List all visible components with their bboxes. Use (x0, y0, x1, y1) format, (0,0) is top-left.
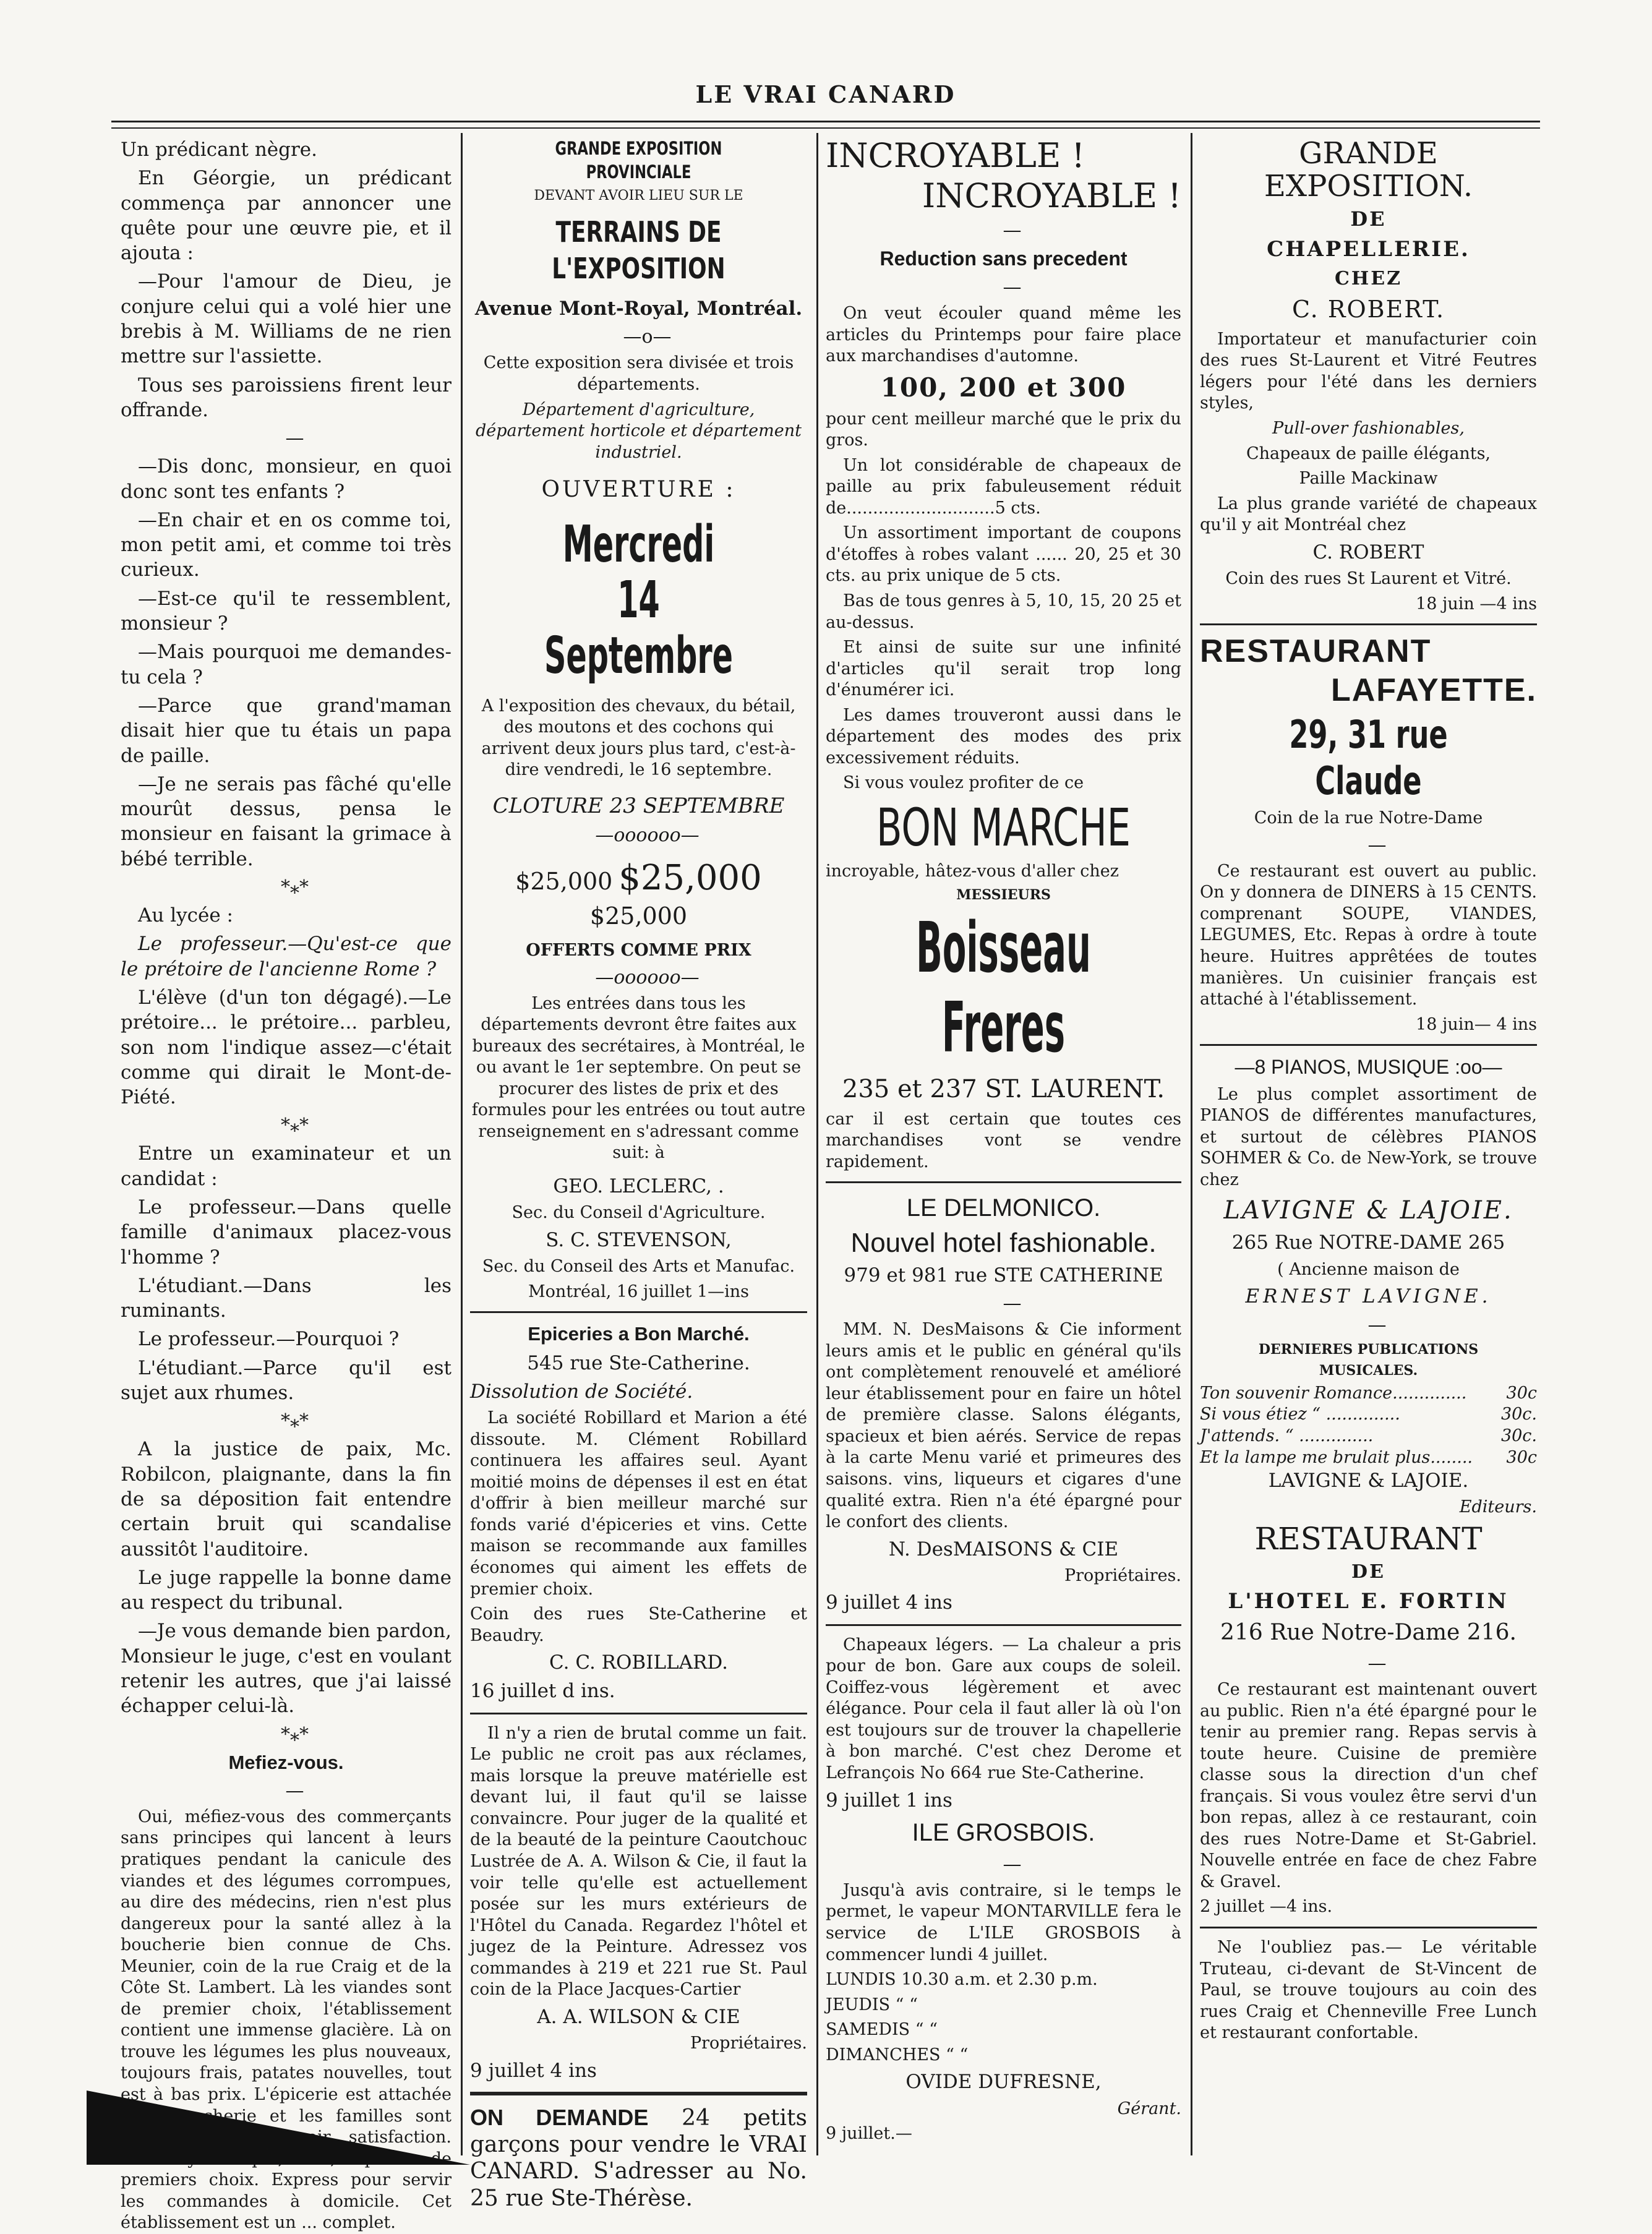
ad-heading: GRANDE EXPOSITION PROVINCIALE (555, 138, 722, 182)
paragraph: En Géorgie, un prédicant commença par annoncer une quête pour une œuvre pie, et il ajouta : (121, 167, 452, 265)
paragraph: Le juge rappelle la bonne dame au respect du tribunal. (121, 1566, 452, 1614)
signature: GEO. LECLERC, . (553, 1175, 724, 1197)
top-rule-thin (111, 127, 1540, 129)
paragraph: Coin des rues Ste-Catherine et Beaudry. (470, 1604, 807, 1645)
ad-heading: CHAPELLERIE. (1267, 237, 1470, 262)
ad-subheading: Reduction sans precedent (879, 247, 1128, 270)
prize-small: $25,000 (589, 902, 688, 930)
ad-address: 979 et 981 rue STE CATHERINE (844, 1264, 1163, 1286)
column-divider-1 (461, 133, 463, 2155)
dash-separator: — (1367, 1314, 1387, 1336)
ad-address: 29, 31 rue Claude (1289, 712, 1448, 803)
list-item: J'attends. “ .............. 30c. (1200, 1426, 1537, 1446)
ad-heading: LAFAYETTE. (1330, 672, 1537, 709)
top-rule (111, 121, 1540, 122)
paragraph: incroyable, hâtez-vous d'aller chez (826, 862, 1119, 881)
ad-separator (470, 2092, 807, 2095)
paragraph: Ce restaurant est ouvert au public. On y donnera de DINERS à 15 CENTS. comprenant SOUPE, VIANDES, LEGUMES, Etc. Repas à ordre à toute heure. Huitres apprêtées de toutes manières. Un cuisinier français est attaché à l'établissement. (1200, 861, 1537, 1009)
date-line: 16 juillet d ins. (470, 1680, 615, 1703)
date-line: 9 juillet 4 ins (470, 2059, 597, 2082)
paragraph: La plus grande variété de chapeaux qu'il y ait Montréal chez (1200, 494, 1537, 535)
ad-date: Mercredi 14 Septembre (544, 515, 734, 686)
paragraph: La société Robillard et Marion a été dissoute. M. Clément Robillard continuera les affaires seul. Ayant moitié moins de dépenses il est en état d'offrir à bien meilleur marché sur fonds varié d'épiceries et vins. Cette maison se recommande aux familles économes qui aiment les effets de premier choix. (470, 1408, 807, 1599)
schedule-row: SAMEDIS “ “ (826, 2020, 938, 2040)
song-list (1200, 1383, 1537, 1468)
ad-heading: Epiceries a Bon Marché. (528, 1323, 750, 1345)
column-chapellerie (1200, 137, 1537, 2154)
ad-address: 216 Rue Notre-Dame 216. (1220, 1620, 1517, 1646)
signature: OVIDE DUFRESNE, (905, 2071, 1102, 2094)
paragraph: Un lot considérable de chapeaux de paille au prix fabuleusement réduit de............................5 cts. (826, 455, 1181, 518)
paragraph: Oui, méfiez-vous des commerçants sans principes qui lancent à leurs pratiques pendant la canicule des viandes et des légumes corrompues, au dire des médecins, rien n'est plus dangereux pour la santé allez à la boucherie bien connue de Chs. Meunier, coin de la rue Craig et de la Côte St. Lambert. Là les viandes sont de premier choix, l'établissement contient une immense glacière. Là on trouve les légumes les plus nouveaux, toujours frais, patates nouvelles, tout est à bas prix. L'épicerie est attachée à la boucherie et les familles sont toujours sûres d'avoir satisfaction. Rien n'y manque, vins, liqueurs de premiers choix. Express pour servir les commandes à domicile. Cet établissement est un ... complet. (121, 1807, 452, 2233)
paragraph: —Dis donc, monsieur, en quoi donc sont tes enfants ? (121, 455, 452, 503)
ad-subheading: DERNIERES PUBLICATIONS (1258, 1341, 1479, 1358)
list-item: Si vous étiez “ .............. 30c. (1200, 1405, 1537, 1424)
ad-address: Coin des rues St Laurent et Vitré. (1225, 568, 1512, 588)
dash-separator: — (1003, 1853, 1022, 1875)
schedule-row: LUNDIS 10.30 a.m. et 2.30 p.m. (826, 1970, 1098, 1990)
list-item: Ton souvenir Romance.............. 30c (1200, 1383, 1537, 1403)
prize-small: $25,000 (515, 867, 613, 895)
column-incroyable (826, 137, 1181, 2154)
paragraph: MM. N. DesMaisons & Cie informent leurs amis et le public en général qu'ils ont complètement renouvelé et amélioré leur établissement pour en faire un hôtel de première classe. Salons élégants, spacieux et bien aérés. Service de repas à la carte Menu varié et primeures des saisons. vins, liqueurs et cigares d'une qualité extra. Rien n'a été épargné pour le confort des clients. (826, 1320, 1181, 1532)
paragraph: Il n'y a rien de brutal comme un fait. Le public ne croit pas aux réclames, mais lorsque la preuve matérielle est devant lui, il faut qu'il se laisse convaincre. Pour juger de la qualité et de la beauté de la peinture Caoutchouc Lustrée de A. A. Wilson & Cie, il faut la voir telle qu'elle est actuellement posée sur les murs extérieurs de l'Hôtel du Canada. Regardez l'hôtel et jugez de la Peinture. Adressez vos commandes à 219 et 221 rue St. Paul coin de la Place Jacques-Cartier (470, 1723, 807, 2000)
ad-heading: DE (1351, 1560, 1385, 1583)
signature: C. C. ROBILLARD. (549, 1651, 728, 1674)
column-divider-3 (1191, 133, 1192, 2155)
schedule-row: JEUDIS “ “ (826, 1995, 918, 2014)
column-divider-2 (816, 133, 818, 2155)
signature: A. A. WILSON & CIE (537, 2005, 740, 2028)
ad-subheading: DEVANT AVOIR LIEU SUR LE (534, 188, 743, 204)
paragraph: Bas de tous genres à 5, 10, 15, 20 25 et au-dessus. (826, 591, 1181, 632)
signature-title: Propriétaires. (1064, 1565, 1181, 1585)
asterism: *⁎* (281, 1723, 309, 1745)
prize-amounts (470, 856, 807, 931)
paragraph: ( Ancienne maison de (1277, 1259, 1460, 1279)
asterism: *⁎* (281, 876, 309, 899)
paragraph: —Mais pourquoi me demandes-tu cela ? (121, 641, 452, 688)
paragraph: L'élève (d'un ton dégagé).—Le prétoire... le prétoire... parbleu, son nom l'indique assez—c'était comme qui dirait le Mont-de-Piété. (121, 986, 452, 1109)
asterism: *⁎* (281, 1410, 309, 1432)
ad-separator (826, 1624, 1181, 1626)
dash-separator: —oooooo— (595, 824, 700, 846)
ad-heading: 100, 200 et 300 (880, 372, 1127, 403)
signature-title: Sec. du Conseil des Arts et Manufac. (482, 1257, 795, 1277)
signature-title: Editeurs. (1459, 1497, 1537, 1517)
paragraph: Paille Mackinaw (1299, 469, 1438, 489)
ad-heading: TERRAINS DE L'EXPOSITION (552, 215, 725, 286)
paragraph: —Pour l'amour de Dieu, je conjure celui qui a volé hier une brebis à M. Williams de ne rien mettre sur l'assiette. (121, 270, 452, 368)
ad-separator (1200, 623, 1537, 625)
ad-heading: RESTAURANT (1254, 1520, 1483, 1557)
ad-heading: OUVERTURE : (541, 477, 736, 503)
ad-address: 545 rue Ste-Catherine. (527, 1351, 750, 1374)
paragraph: —Je vous demande bien pardon, Monsieur le juge, c'est en voulant retenir les autres, que j'ai laissé échapper celui-là. (121, 1620, 452, 1718)
paragraph: Entre un examinateur et un candidat : (121, 1142, 452, 1190)
ad-heading: BON MARCHE (876, 797, 1131, 858)
ad-heading: Boisseau Freres (916, 908, 1091, 1068)
ad-heading: INCROYABLE ! (826, 136, 1085, 175)
ad-subheading: ERNEST LAVIGNE. (1245, 1285, 1492, 1308)
ad-heading: L'HOTEL E. FORTIN (1228, 1588, 1509, 1614)
ad-subheading: MUSICALES. (1319, 1362, 1418, 1379)
paragraph: Département d'agriculture, département horticole et département industriel. (475, 400, 802, 462)
dash-separator: —o— (623, 326, 672, 348)
dash-separator: — (1003, 276, 1022, 299)
paragraph: Jusqu'à avis contraire, si le temps le permet, le vapeur MONTARVILLE fera le service de L'ILE GROSBOIS à commencer lundi 4 juillet. (826, 1880, 1181, 1964)
date-line: 2 juillet —4 ins. (1200, 1897, 1333, 1917)
column-exposition (470, 137, 807, 2211)
date-line: 9 juillet 4 ins (826, 1591, 952, 1614)
masthead: LE VRAI CANARD (695, 80, 956, 108)
prize-big: $25,000 (618, 857, 762, 898)
ad-heading: INCROYABLE ! (922, 176, 1181, 216)
date-line: 9 juillet 1 ins (826, 1789, 952, 1812)
section-heading: Mefiez-vous. (228, 1751, 344, 1773)
ad-separator (1200, 1927, 1537, 1928)
ad-address: Coin de la rue Notre-Dame (1254, 808, 1483, 828)
ad-address: 265 Rue NOTRE-DAME 265 (1231, 1231, 1505, 1254)
ad-heading: CHEZ (1335, 268, 1402, 290)
date-line: 9 juillet.— (826, 2124, 912, 2144)
paragraph: A la justice de paix, Mc. Robilcon, plaignante, dans la fin de sa déposition fait entendre certain bruit qui scandalise aussitôt l'auditoire. (121, 1438, 452, 1560)
paragraph: Un assortiment important de coupons d'étoffes à robes valant ...... 20, 25 et 30 cts. au prix unique de 5 cts. (826, 523, 1181, 586)
ad-separator (470, 1713, 807, 1714)
paragraph: On veut écouler quand même les articles du Printemps pour faire place aux marchandises d'automne. (826, 304, 1181, 366)
list-item: Et la lampe me brulait plus........ 30c (1200, 1447, 1537, 1467)
paragraph: Si vous voulez profiter de ce (843, 773, 1084, 793)
signature: S. C. STEVENSON, (546, 1228, 732, 1251)
dash-separator: — (285, 1779, 304, 1802)
ad-heading: C. ROBERT. (1291, 296, 1445, 323)
wanted-heading: ON DEMANDE (470, 2104, 649, 2130)
date-line: Montréal, 16 juillet 1—ins (528, 1282, 749, 1301)
dash-separator: — (1003, 219, 1022, 241)
asterism: *⁎* (281, 1115, 309, 1137)
date-line: 18 juin —4 ins (1416, 594, 1537, 614)
paragraph: pour cent meilleur marché que le prix du gros. (826, 409, 1181, 450)
ad-separator (1200, 1044, 1537, 1046)
paragraph: Tous ses paroissiens firent leur offrande. (121, 374, 452, 421)
paragraph: Chapeaux légers. — La chaleur a pris pour de bon. Gare aux coups de soleil. Coiffez-vous légèrement et avec élégance. Pour cela il faut aller là où l'on est toujours sur de trouver la chapellerie à bon marché. C'est chez Derome et Lefrançois No 664 rue Ste-Catherine. (826, 1635, 1181, 1783)
paragraph: Le professeur.—Pourquoi ? (138, 1328, 400, 1351)
signature: N. DesMAISONS & CIE (888, 1538, 1119, 1560)
paragraph: Pull-over fashionables, (1272, 418, 1465, 438)
paragraph: Au lycée : (138, 904, 233, 927)
paragraph: —Est-ce qu'il te ressemblent, monsieur ? (121, 587, 452, 635)
paragraph: L'étudiant.—Parce qu'il est sujet aux rhumes. (121, 1356, 452, 1405)
paragraph: Le professeur.—Qu'est-ce que le prétoire de l'ancienne Rome ? (121, 933, 452, 980)
paragraph: Chapeaux de paille élégants, (1246, 443, 1491, 463)
paragraph: —Je ne serais pas fâché qu'elle mourût dessus, pensa le monsieur en faisant la grimace à bébé terrible. (121, 772, 452, 870)
signature-title: Gérant. (1117, 2099, 1181, 2118)
dash-separator: — (1367, 834, 1387, 856)
ad-heading: DE (1350, 207, 1387, 231)
paragraph: —En chair et en os comme toi, mon petit ami, et comme toi très curieux. (121, 508, 452, 581)
scan-shadow (87, 2091, 470, 2165)
ad-heading: ILE GROSBOIS. (912, 1818, 1095, 1846)
ad-heading: LE DELMONICO. (906, 1194, 1101, 1222)
wanted-ad (470, 2104, 807, 2212)
signature-title: Propriétaires. (690, 2034, 807, 2053)
ad-separator (470, 1311, 807, 1313)
paragraph: Cette exposition sera divisée et trois départements. (483, 353, 794, 394)
signature: LAVIGNE & LAJOIE. (1268, 1470, 1469, 1492)
signature: C. ROBERT (1312, 541, 1424, 563)
paragraph: A l'exposition des chevaux, du bétail, des moutons et des cochons qui arrivent deux jours plus tard, c'est-à-dire vendredi, le 16 septembre. (481, 696, 796, 780)
paragraph: Ce restaurant est maintenant ouvert au public. Rien n'a été épargné pour le tenir au premier rang. Repas servis à toute heure. Cuisine de première classe sous la direction d'un chef français. Si vous voulez être servi d'un bon repas, allez à ce restaurant, coin des rues Notre-Dame et St-Gabriel. Nouvelle entrée en face de chez Fabre & Gravel. (1200, 1679, 1537, 1891)
wanted-text: 24 petits garçons pour vendre le VRAI CANARD. S'adresser au No. 25 rue Ste-Thérèse. (470, 2105, 807, 2211)
ad-heading: —8 PIANOS, MUSIQUE :oo— (1235, 1056, 1502, 1079)
schedule-row: DIMANCHES “ “ (826, 2045, 969, 2065)
dash-separator: —oooooo— (595, 966, 700, 988)
paragraph: Importateur et manufacturier coin des rues St-Laurent et Vitré Feutres légers pour l'été dans les derniers styles, (1200, 329, 1537, 413)
paragraph: Le plus complet assortiment de PIANOS de différentes manufactures, et surtout de célèbres PIANOS SOHMER & Co. de New-York, se trouve chez (1200, 1084, 1537, 1189)
ad-heading: GRANDE EXPOSITION. (1264, 136, 1473, 203)
dash-separator: — (285, 427, 304, 450)
date-line: 18 juin— 4 ins (1416, 1014, 1537, 1034)
paragraph: Les entrées dans tous les départements devront être faites aux bureaux des secrétaires, à Montréal, le ou avant le 1er septembre. On peut se procurer des listes de prix et des formules pour les entrées ou tout autre renseignement en s'adressant comme suit: à (471, 993, 806, 1163)
signature-title: Sec. du Conseil d'Agriculture. (511, 1203, 766, 1223)
ad-heading: RESTAURANT (1200, 633, 1432, 670)
joke-title: Un prédicant nègre. (121, 139, 318, 161)
dash-separator: — (1367, 1652, 1387, 1674)
paragraph: Les dames trouveront aussi dans le département des modes des prix excessivement réduits. (826, 705, 1181, 768)
ad-separator (826, 1181, 1181, 1183)
ad-subheading: Nouvel hotel fashionable. (850, 1228, 1157, 1259)
ad-subheading: Dissolution de Société. (470, 1380, 693, 1403)
ad-subheading: MESSIEURS (956, 886, 1051, 903)
ad-closing: CLOTURE 23 SEPTEMBRE (492, 793, 785, 818)
paragraph: Et ainsi de suite sur une infinité d'articles qu'il serait trop long d'énumérer ici. (826, 638, 1181, 700)
ad-address: 235 et 237 ST. LAURENT. (842, 1074, 1165, 1103)
ad-address: Avenue Mont-Royal, Montréal. (474, 297, 803, 320)
ad-heading: LAVIGNE & LAJOIE. (1223, 1196, 1513, 1225)
dash-separator: — (1003, 1293, 1022, 1315)
ad-subheading: OFFERTS COMME PRIX (526, 941, 751, 961)
column-jokes (121, 137, 452, 2233)
paragraph: L'étudiant.—Dans les ruminants. (121, 1274, 452, 1322)
paragraph: Ne l'oubliez pas.— Le véritable Truteau, ci-devant de St-Vincent de Paul, se trouve toujours au coin des rues Craig et Chenneville Free Lunch et restaurant confortable. (1200, 1937, 1537, 2043)
paragraph: Le professeur.—Dans quelle famille d'animaux placez-vous l'homme ? (121, 1196, 452, 1269)
paragraph: —Parce que grand'maman disait hier que tu étais un papa de paille. (121, 694, 452, 767)
paragraph: car il est certain que toutes ces marchandises vont se vendre rapidement. (826, 1109, 1181, 1171)
